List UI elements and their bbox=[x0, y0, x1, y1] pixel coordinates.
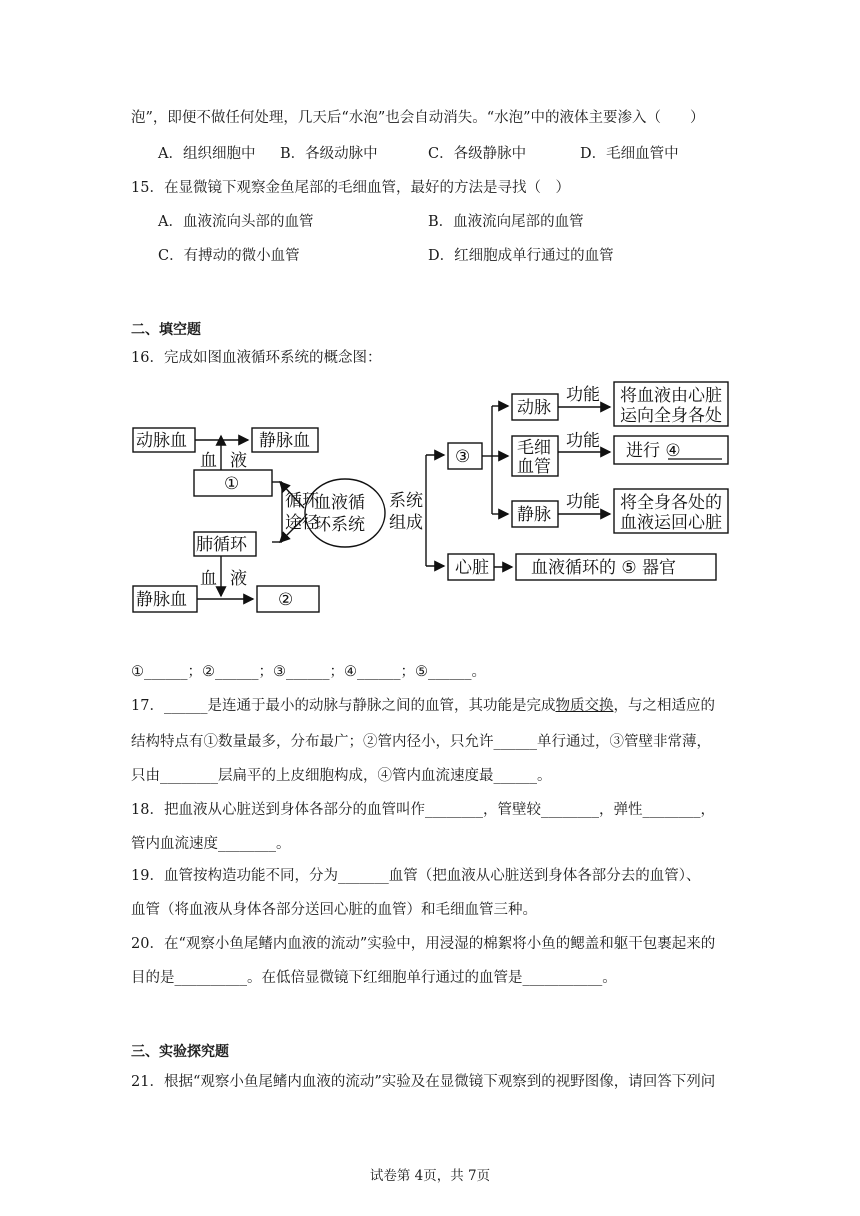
q17-line-1 bbox=[131, 696, 715, 716]
blood-label-bottom-1: 血 bbox=[200, 569, 217, 589]
blood-label-top-1: 血 bbox=[200, 451, 217, 471]
heart-func: 血液循环的 ⑤ 器官 bbox=[531, 558, 677, 578]
q14-option-a: A．组织细胞中 bbox=[158, 146, 256, 162]
circulation-path-1: 循环 bbox=[285, 491, 319, 511]
q15-option-d: D．红细胞成单行通过的血管 bbox=[428, 248, 614, 264]
circulation-path-2: 途径 bbox=[285, 513, 319, 533]
box-1-label: ① bbox=[224, 474, 240, 494]
center-label-1: 血液循 bbox=[314, 493, 365, 513]
pulmonary-label: 肺循环 bbox=[196, 535, 247, 555]
venous-blood-bottom-label: 静脉血 bbox=[136, 590, 187, 610]
q17-line-2: 结构特点有①数量最多，分布最广；②管内径小，只允许______单行通过，③管壁非常薄， bbox=[131, 734, 711, 750]
q14-option-d: D．毛细血管中 bbox=[580, 146, 679, 162]
section-heading-experiment: 三、实验探究题 bbox=[131, 1044, 229, 1060]
q17-line-3: 只由________层扁平的上皮细胞构成，④管内血流速度最______。 bbox=[131, 768, 552, 784]
q17-line-1a: 17．______是连通于最小的动脉与静脉之间的血管，其功能是完成 bbox=[131, 698, 556, 714]
capillary-func: 进行 ④ bbox=[626, 441, 681, 461]
arterial-blood-label: 动脉血 bbox=[136, 431, 187, 451]
heart-label: 心脏 bbox=[455, 558, 489, 578]
q18-line-2: 管内血流速度________。 bbox=[131, 836, 291, 852]
q15-stem: 15．在显微镜下观察金鱼尾部的毛细血管，最好的方法是寻找（ ） bbox=[131, 180, 570, 196]
capillary-label-2: 血管 bbox=[517, 457, 551, 477]
artery-func-2: 运向全身各处 bbox=[620, 406, 722, 426]
artery-func-1: 将血液由心脏 bbox=[620, 386, 722, 406]
q19-line-1: 19．血管按构造功能不同，分为_______血管（把血液从心脏送到身体各部分去的血管）、 bbox=[131, 868, 701, 884]
center-label-2: 环系统 bbox=[314, 515, 365, 535]
q21-line-1: 21．根据“观察小鱼尾鳍内血液的流动”实验及在显微镜下观察到的视野图像，请回答下列问 bbox=[131, 1074, 716, 1090]
q15-option-c: C．有搏动的微小血管 bbox=[158, 248, 300, 264]
blood-label-top-2: 液 bbox=[230, 451, 247, 471]
blood-label-bottom-2: 液 bbox=[230, 569, 247, 589]
section-heading-fill-in: 二、填空题 bbox=[131, 322, 201, 338]
q20-line-2: 目的是__________。在低倍显微镜下红细胞单行通过的血管是___________。 bbox=[131, 970, 617, 986]
q20-line-1: 20．在“观察小鱼尾鳍内血液的流动”实验中，用浸湿的棉絮将小鱼的鳃盖和躯干包裹起来的 bbox=[131, 936, 716, 952]
venous-blood-top-label: 静脉血 bbox=[259, 431, 310, 451]
composition-1: 系统 bbox=[389, 491, 423, 511]
blood-circulation-concept-map bbox=[128, 376, 732, 616]
q17-line-1c: ，与之相适应的 bbox=[613, 698, 715, 714]
q16-stem: 16．完成如图血液循环系统的概念图： bbox=[131, 350, 382, 366]
page-footer: 试卷第 4页，共 7页 bbox=[369, 1168, 491, 1184]
vein-func-2: 血液运回心脏 bbox=[620, 513, 722, 533]
box-2-label: ② bbox=[278, 590, 294, 610]
q15-option-a: A．血液流向头部的血管 bbox=[158, 214, 314, 230]
box-3-label: ③ bbox=[455, 447, 471, 467]
q14-option-c: C．各级静脉中 bbox=[428, 146, 527, 162]
q19-line-2: 血管（将血液从身体各部分送回心脏的血管）和毛细血管三种。 bbox=[131, 902, 537, 918]
capillary-label-1: 毛细 bbox=[517, 438, 551, 458]
function-label-capillary: 功能 bbox=[566, 431, 600, 451]
q17-material-exchange: 物质交换 bbox=[555, 698, 614, 714]
q16-answer-blanks: ①______；②______；③______；④______；⑤______。 bbox=[131, 664, 486, 680]
q14-option-b: B．各级动脉中 bbox=[280, 146, 378, 162]
q18-line-1: 18．把血液从心脏送到身体各部分的血管叫作________，管壁较________，弹性________， bbox=[131, 802, 715, 818]
q14-stem-tail: 泡”，即便不做任何处理，几天后“水泡”也会自动消失。“水泡”中的液体主要渗入（ ） bbox=[131, 110, 705, 126]
function-label-vein: 功能 bbox=[566, 492, 600, 512]
function-label-artery: 功能 bbox=[566, 385, 600, 405]
artery-label: 动脉 bbox=[517, 398, 551, 418]
vein-label: 静脉 bbox=[517, 505, 551, 525]
q15-option-b: B．血液流向尾部的血管 bbox=[428, 214, 584, 230]
composition-2: 组成 bbox=[389, 513, 423, 533]
vein-func-1: 将全身各处的 bbox=[620, 493, 722, 513]
